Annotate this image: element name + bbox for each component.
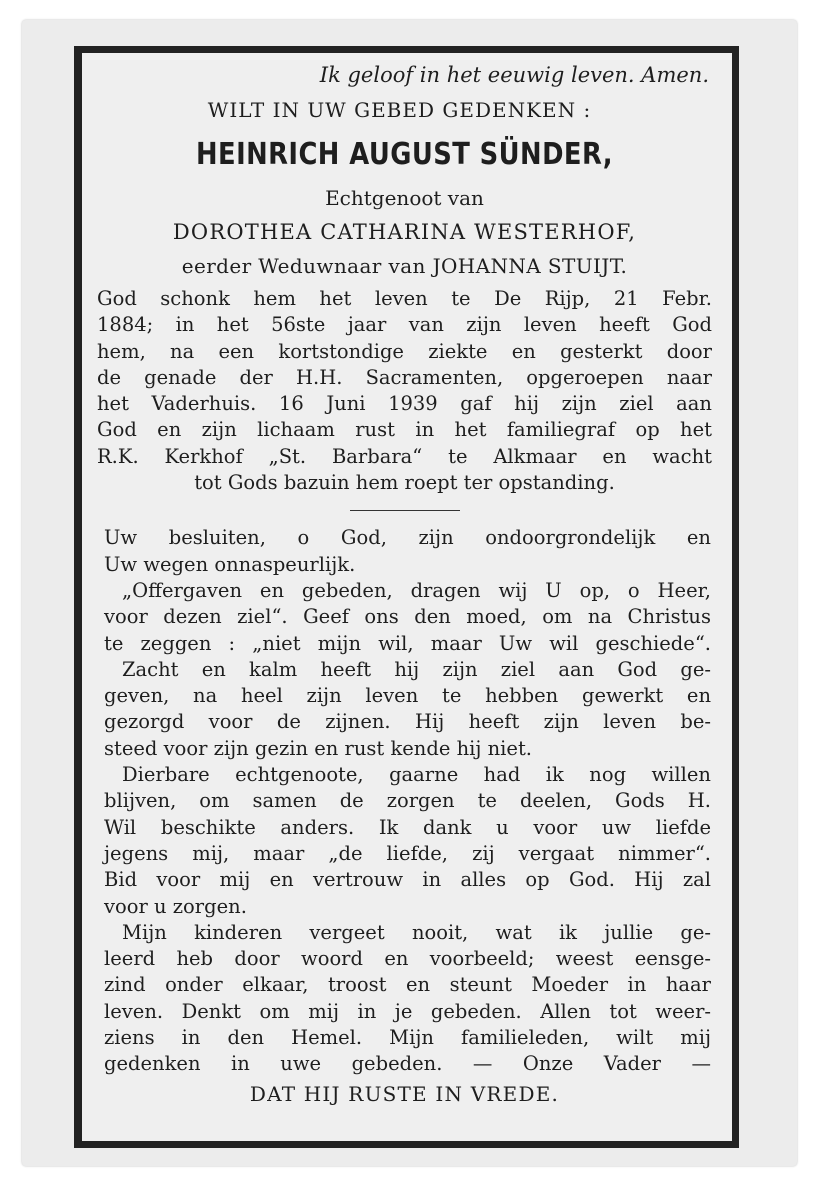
deceased-name: HEINRICH AUGUST SÜNDER, bbox=[195, 137, 613, 172]
text-line: Mijn kinderen vergeet nooit, wat ik jullie ge- bbox=[122, 920, 711, 944]
bio-line: hem, na een kortstondige ziekte en gesterkt door bbox=[97, 339, 712, 363]
intro-heading: WILT IN UW GEBED GEDENKEN : bbox=[207, 98, 592, 122]
bio-line: 1884; in het 56ste jaar van zijn leven heeft God bbox=[97, 313, 712, 337]
spouse-name: DOROTHEA CATHARINA WESTERHOF, bbox=[172, 220, 637, 244]
text-line: Bid voor mij en vertrouw in alles op God. Hij zal bbox=[104, 868, 711, 892]
prayer-text bbox=[92, 525, 717, 1077]
bio-line: de genade der H.H. Sacramenten, opgeroepen naar bbox=[97, 365, 712, 389]
motto: Ik geloof in het eeuwig leven. Amen. bbox=[319, 63, 709, 87]
text-line: zind onder elkaar, troost en steunt Moeder in haar bbox=[104, 973, 711, 997]
biography-paragraph bbox=[92, 286, 717, 496]
text-line: blijven, om samen de zorgen te deelen, Gods H. bbox=[104, 789, 711, 813]
text-line: Uw besluiten, o God, zijn ondoorgrondelijk en bbox=[104, 526, 711, 550]
text-line: gezorgd voor de zijnen. Hij heeft zijn leven be- bbox=[104, 710, 711, 734]
text-line: gedenken in uwe gebeden. — Onze Vader — bbox=[104, 1052, 711, 1076]
text-line: Zacht en kalm heeft hij zijn ziel aan God ge- bbox=[122, 657, 711, 681]
text-line: voor u zorgen. bbox=[104, 894, 247, 918]
text-line: voor dezen ziel“. Geef ons den moed, om na Christus bbox=[104, 605, 711, 629]
widower-line: eerder Weduwnaar van JOHANNA STUIJT. bbox=[181, 254, 628, 278]
bio-line: God schonk hem het leven te De Rijp, 21 Febr. bbox=[97, 287, 712, 310]
card-text bbox=[92, 58, 717, 1108]
bio-line: God en zijn lichaam rust in het familiegraf op het bbox=[97, 418, 712, 442]
bio-line: tot Gods bazuin hem roept ter opstanding. bbox=[194, 471, 615, 495]
text-line: jegens mij, maar „de liefde, zij vergaat nimmer“. bbox=[104, 841, 711, 865]
text-line: Uw wegen onnaspeurlijk. bbox=[104, 552, 356, 576]
text-line: Wil beschikte anders. Ik dank u voor uw liefde bbox=[104, 815, 711, 839]
closing-line: DAT HIJ RUSTE IN VREDE. bbox=[249, 1081, 560, 1106]
text-line: geven, na heel zijn leven te hebben gewerkt en bbox=[104, 684, 711, 708]
text-line: leerd heb door woord en voorbeeld; weest eensge- bbox=[104, 947, 711, 971]
divider-rule bbox=[350, 510, 460, 511]
text-line: steed voor zijn gezin en rust kende hij niet. bbox=[104, 736, 532, 760]
bio-line: R.K. Kerkhof „St. Barbara“ te Alkmaar en wacht bbox=[97, 444, 712, 468]
bio-line: het Vaderhuis. 16 Juni 1939 gaf hij zijn ziel aan bbox=[97, 392, 712, 416]
text-line: leven. Denkt om mij in je gebeden. Allen tot weer- bbox=[104, 999, 711, 1023]
text-line: Dierbare echtgenoote, gaarne had ik nog willen bbox=[122, 763, 711, 787]
text-line: ziens in den Hemel. Mijn familieleden, wilt mij bbox=[104, 1026, 711, 1050]
text-line: te zeggen : „niet mijn wil, maar Uw wil geschiede“. bbox=[104, 631, 711, 655]
spouse-intro: Echtgenoot van bbox=[325, 186, 484, 210]
text-line: „Offergaven en gebeden, dragen wij U op, o Heer, bbox=[122, 578, 711, 602]
